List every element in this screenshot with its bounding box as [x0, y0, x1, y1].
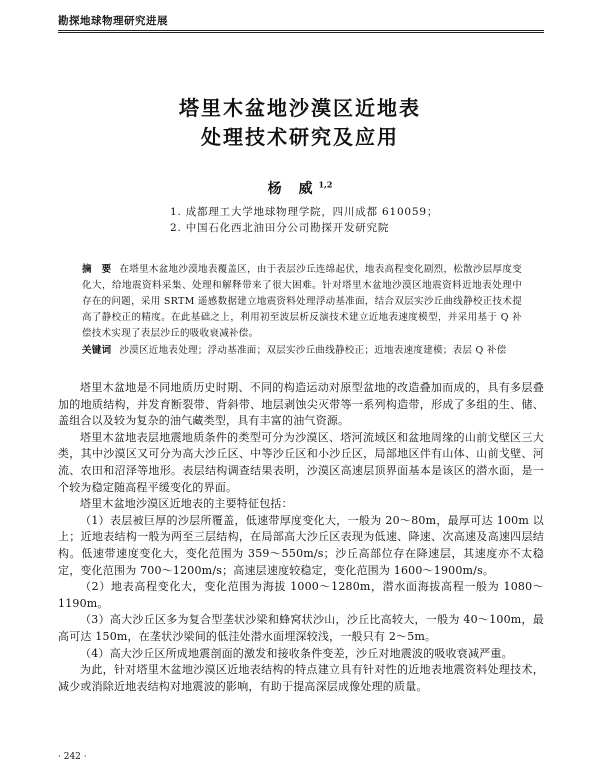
paragraph: 塔里木盆地是不同地质历史时期、不同的构造运动对原型盆地的改造叠加而成的，具有多层叠加的地质结构，并发育断裂带、背斜带、地层剥蚀尖灭带等一系列构造带，形成了多组的生、储、盖组合以及较为复杂的油气藏类型，具有丰富的油气资源。	[58, 381, 544, 428]
paragraph: （4）高大沙丘区所成地震剖面的激发和接收条件变差，沙丘对地震波的吸收衰减严重。	[80, 646, 513, 660]
title-line-1: 塔里木盆地沙漠区近地表	[179, 96, 421, 120]
affiliation-1: 1. 成都理工大学地球物理学院，四川成都 610059；	[170, 206, 439, 218]
journal-header: 勘探地球物理研究进展	[58, 15, 168, 27]
keywords	[82, 343, 522, 359]
author-affil-marker: 1,2	[318, 179, 333, 190]
header-rule	[58, 30, 544, 31]
keywords-text: 沙漠区近地表处理；浮动基准面；双层实沙丘曲线静校正；近地表速度建模；表层 Q 补偿	[119, 345, 507, 356]
paragraph: （2）地表高程变化大，变化范围为海拔 1000～1280m，潜水面海拔高程一般为 1080～1190m。	[58, 580, 544, 610]
header-rule-2	[58, 32, 544, 33]
keywords-label: 关键词	[82, 345, 112, 356]
abstract-text: 在塔里木盆地沙漠地表覆盖区，由于表层沙丘连绵起伏，地表高程变化剧烈，松散沙层厚度变化大，给地震资料采集、处理和解释带来了很大困难。针对塔里木盆地沙漠区地震资料近地表处理中存在的问题，采用 SRTM 遥感数据建立地震资料处理浮动基准面，结合双层实沙丘曲线静校正技术提高了静校正的精度。在此基础之上，利用初至波层析反演技术建立近地表速度模型，并采用基于 Q 补偿技术实现了表层沙丘的吸收衰减补偿。	[82, 264, 522, 339]
author	[0, 178, 600, 198]
body-text	[58, 380, 544, 695]
paragraph: 为此，针对塔里木盆地沙漠区近地表结构的特点建立具有针对性的近地表地震资料处理技术，减少或消除近地表结构对地震波的影响，有助于提高深层成像处理的质量。	[58, 663, 544, 693]
author-name: 杨 威	[267, 181, 319, 197]
paragraph: （3）高大沙丘区多为复合型垄状沙梁和蜂窝状沙山，沙丘比高较大，一般为 40～100m，最高可达 150m，在垄状沙梁间的低洼处潜水面埋深较浅，一般只有 2～5m。	[58, 613, 544, 643]
paragraph: （1）表层被巨厚的沙层所覆盖，低速带厚度变化大，一般为 20～80m，最厚可达 100m 以上；近地表结构一般为两至三层结构，在局部高大沙丘区表现为低速、降速、次高速及高速四层结构。低速带速度变化大，变化范围为 359～550m/s；沙丘高部位存在降速层，其速度亦不太稳定，变化范围为 700～1200m/s；高速层速度较稳定，变化范围为 1600～1900m/s。	[58, 513, 544, 577]
page-number: · 242 ·	[58, 752, 87, 762]
paragraph: 塔里木盆地沙漠区近地表的主要特征包括：	[80, 497, 293, 511]
title-line-2: 处理技术研究及应用	[201, 125, 399, 149]
abstract-label: 摘 要	[82, 264, 112, 275]
paragraph: 塔里木盆地表层地震地质条件的类型可分为沙漠区、塔河流域区和盆地周缘的山前戈壁区三大类，其中沙漠区又可分为高大沙丘区、中等沙丘区和小沙丘区，局部地区伴有山体、山前戈壁、河流、农田和沼泽等地形。表层结构调查结果表明，沙漠区高速层顶界面基本是该区的潜水面，是一个较为稳定随高程平缓变化的界面。	[58, 430, 544, 494]
abstract	[82, 262, 522, 342]
affiliation-2: 2. 中国石化西北油田分公司勘探开发研究院	[170, 222, 390, 234]
